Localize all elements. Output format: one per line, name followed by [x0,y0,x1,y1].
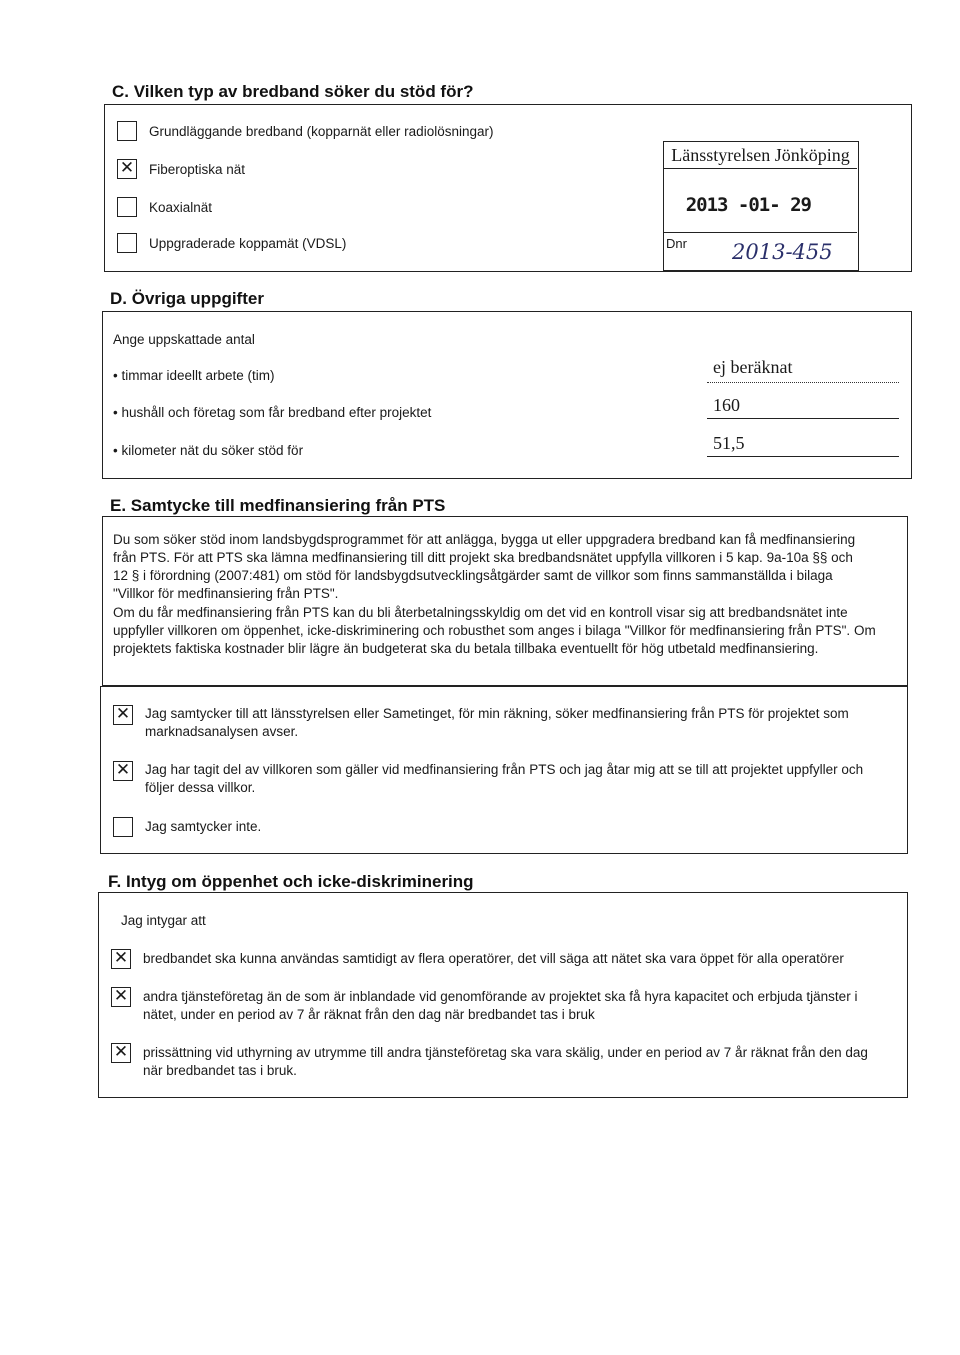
field-kilometer-line [707,456,899,457]
option-vdsl-checkbox[interactable] [117,233,137,253]
stamp-divider [664,232,857,233]
option-fiber-label: Fiberoptiska nät [149,162,246,177]
stamp-authority: Länsstyrelsen Jönköping [664,142,857,169]
intyg-prissattning-checkbox[interactable]: ✕ [111,1043,131,1063]
option-grundlaggande-label: Grundläggande bredband (kopparnät eller radiolösningar) [149,124,494,139]
option-koaxial-checkbox[interactable] [117,197,137,217]
stamp-dnr-value: 2013-455 [732,240,833,264]
field-hushall-line [707,418,899,419]
section-c-title: C. Vilken typ av bredband söker du stöd för? [112,82,474,101]
stamp-date: 2013 -01- 29 [685,194,811,216]
field-kilometer-label: • kilometer nät du söker stöd för [113,443,304,458]
field-timmar-label: • timmar ideellt arbete (tim) [113,368,275,383]
consent-samtycker-inte-checkbox[interactable] [113,817,133,837]
section-f-title: F. Intyg om öppenhet och icke-diskriminering [108,872,474,891]
field-timmar-value[interactable]: ej beräknat [713,357,793,377]
option-koaxial-label: Koaxialnät [149,200,213,215]
option-grundlaggande-checkbox[interactable] [117,121,137,141]
field-kilometer-value[interactable]: 51,5 [713,433,745,453]
intyg-oppet-label: bredbandet ska kunna användas samtidigt av flera operatörer, det vill säga att nätet ska vara öppet för alla operatörer [143,951,844,966]
field-hushall-label: • hushåll och företag som får bredband efter projektet [113,405,432,420]
stamp-dnr-label: Dnr [666,236,687,251]
intyg-oppet-checkbox[interactable]: ✕ [111,949,131,969]
consent-villkor-label: Jag har tagit del av villkoren som gäller vid medfinansiering från PTS och jag åtar mig att se till att projektet uppfyller och följer dessa villkor. [145,762,864,795]
section-e-info-box [102,516,908,686]
consent-samtycker-label: Jag samtycker till att länsstyrelsen eller Sametinget, för min räkning, söker medfinansiering från PTS för projektet som marknadsanalysen avser. [145,706,849,739]
section-d-box [102,311,912,479]
intyg-hyra-kapacitet-label: andra tjänsteföretag än de som är inblandade vid genomförande av projektet ska få hyra kapacitet och erbjuda tjänster i nätet, under en period av 7 år räknat från den dag när bredbandet tas i bruk [143,989,858,1022]
section-e-paragraph-1: Du som söker stöd inom landsbygdsprogrammet för att anlägga, bygga ut eller uppgradera bredband kan få medfinansiering från PTS. För att PTS ska lämna medfinansiering till ditt projekt ska bredbandsnätet uppfylla villkoren i 5 kap. 9a-10a §§ och 12 § i förordning (2007:481) om stöd för landsbygdsutvecklingsåtgärder samt de villkor som finns sammanställda i bilaga "Villkor för medfinansiering från PTS". [113,532,856,601]
received-stamp [663,141,859,271]
consent-villkor-checkbox[interactable]: ✕ [113,761,133,781]
option-vdsl-label: Uppgraderade koppamät (VDSL) [149,236,347,251]
consent-samtycker-checkbox[interactable]: ✕ [113,705,133,725]
section-d-title: D. Övriga uppgifter [110,289,264,308]
section-f-intro: Jag intygar att [121,913,206,928]
field-hushall-value[interactable]: 160 [713,395,740,415]
section-e-paragraph-2: Om du får medfinansiering från PTS kan du bli återbetalningsskyldig om det vid en kontroll visar sig att bredbandsnätet inte uppfyller villkoren om öppenhet, icke-diskriminering och robusthet som anges i bilaga "Villkor för medfinansiering från PTS". Om projektets faktiska kostnader blir lägre än budgeterat ska du betala tillbaka eventuellt för hög utbetald medfinansiering. [113,605,876,656]
consent-samtycker-inte-label: Jag samtycker inte. [145,819,262,834]
section-c-box [104,104,912,272]
section-d-intro: Ange uppskattade antal [113,332,255,347]
section-e-consent-box [100,686,908,854]
section-e-title: E. Samtycke till medfinansiering från PTS [110,496,446,515]
intyg-hyra-kapacitet-checkbox[interactable]: ✕ [111,987,131,1007]
intyg-prissattning-label: prissättning vid uthyrning av utrymme till andra tjänsteföretag ska vara skälig, under en period av 7 år räknat från den dag när bredbandet tas i bruk. [143,1045,868,1078]
option-fiber-checkbox[interactable]: ✕ [117,159,137,179]
section-f-box [98,892,908,1098]
field-timmar-line [707,382,899,383]
